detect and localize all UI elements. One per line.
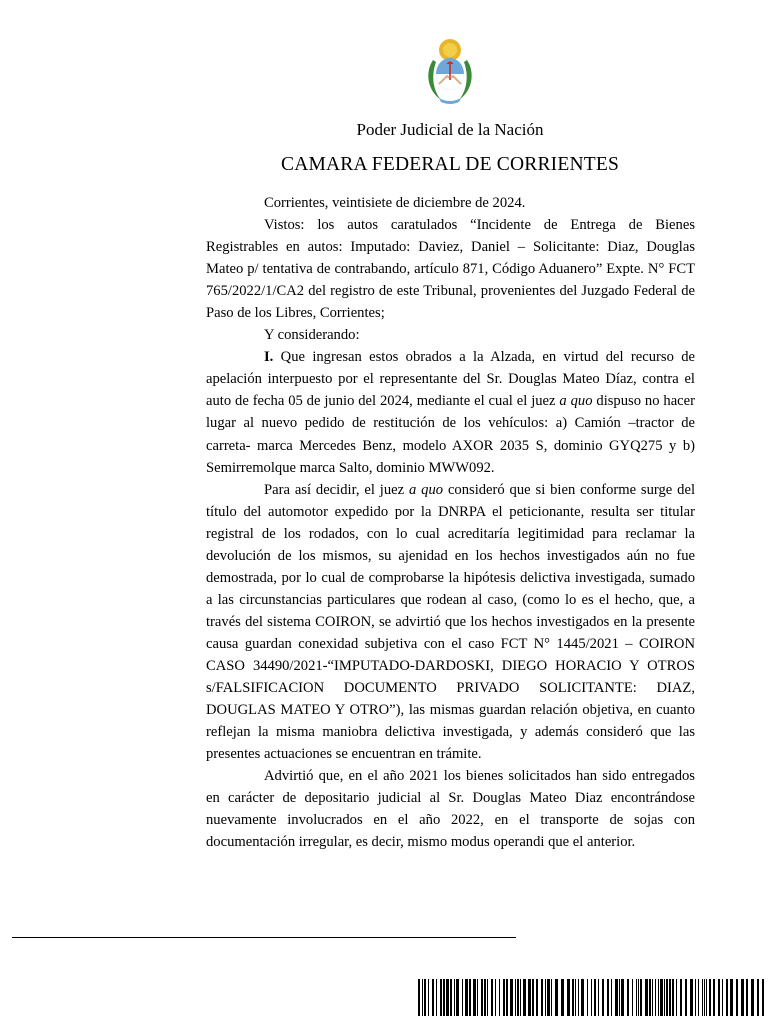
paragraph-vistos: Vistos: los autos caratulados “Incidente de Entrega de Bienes Registrables en autos: Imputado: Daviez, Daniel – Solicitante: Diaz, Douglas Mateo p/ tentativa de contrabando, artículo 871, Código Aduanero” Expte. N° FCT 765/2022/1/CA2 del registro de este Tribunal, provenientes del Juzgado Federal de Paso de los Libres, Corrientes; — [206, 217, 695, 322]
date-line: Corrientes, veintisiete de diciembre de 2024. — [264, 195, 526, 211]
paragraph-3: Advirtió que, en el año 2021 los bienes solicitados han sido entregados en carácter de depositario judicial al Sr. Douglas Mateo Diaz encontrándose nuevamente involucrados en el año 2022, en el transporte de sojas con documentación irregular, es decir, mismo modus operandi que el anterior. — [206, 768, 695, 851]
ribbon — [439, 98, 461, 104]
coat-of-arms-icon — [423, 36, 477, 106]
numeral-i: I. — [264, 349, 274, 366]
barcode — [418, 979, 768, 1016]
paragraph-1: I. Que ingresan estos obrados a la Alzada, en virtud del recurso de apelación interpuesto por el representante del Sr. Douglas Mateo Díaz, contra el auto de fecha 05 de junio del 2024, mediante el cual el juez a quo dispuso no hacer lugar al nuevo pedido de restitución de los vehículos: a) Camión –tractor de carreta- marca Mercedes Benz, modelo AXOR 2035 S, dominio GYQ275 y b) Semirremolque marca Salto, dominio MWW092. — [206, 349, 695, 476]
resolution-body — [206, 192, 695, 853]
paragraph-2: Para así decidir, el juez a quo consideró que si bien conforme surge del título del automotor expedido por la DNRPA el peticionante, resulta ser titular registral de los rodados, con lo cual acreditaría legitimidad para reclamar la devolución de los mismos, su ajenidad en los hechos investigados aún no fue demostrada, por lo cual de comprobarse la hipótesis delictiva investigada, sumado a las circunstancias particulares que rodean al caso, (como lo es el hecho, que, a través del sistema COIRON, se advirtió que los hechos investigados en la presente causa guardan conexidad subjetiva con el caso FCT N° 1445/2021 – COIRON CASO 34490/2021-“IMPUTADO-DARDOSKI, DIEGO HORACIO Y OTROS s/FALSIFICACION DOCUMENTO PRIVADO SOLICITANTE: DIAZ, DOUGLAS MATEO Y OTRO”), las mismas guardan relación objetiva, en cuanto reflejan la misma maniobra delictiva investigada, y además consideró que las presentes actuaciones se encuentran en trámite. — [206, 481, 695, 763]
court-name: Poder Judicial de la Nación — [356, 120, 544, 139]
footnote-rule — [12, 937, 516, 938]
sun-rays — [439, 39, 461, 61]
paragraph-considerando: Y considerando: — [264, 327, 360, 344]
chamber-title: CAMARA FEDERAL DE CORRIENTES — [280, 154, 620, 175]
